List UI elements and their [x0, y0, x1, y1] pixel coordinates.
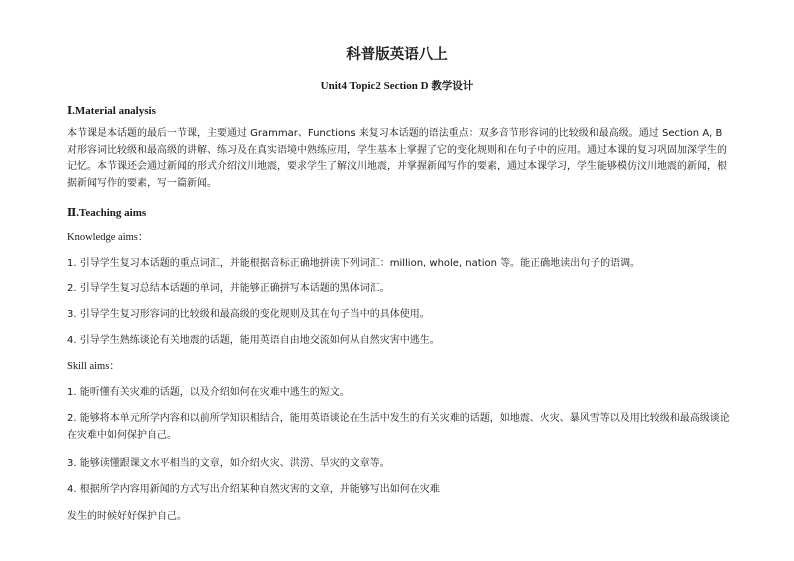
document-subtitle	[0, 78, 794, 94]
subtitle-chinese: 教学设计	[431, 80, 474, 92]
skill-aim-item: 2. 能够将本单元所学内容和以前所学知识相结合，能用英语谈论在生活中发生的有关灾难的话题，如地震、火灾、暴风雪等以及用比较级和最高级谈论在灾难中如何保护自己。	[67, 413, 730, 441]
document-title: 科普版英语八上	[346, 47, 448, 63]
material-analysis-paragraph: 本节课是本话题的最后一节课，主要通过 Grammar、Functions 来复习本话题的语法重点：双多音节形容词的比较级和最高级。通过 Section A, B 对形容词比较级和最高级的讲解、练习及在真实语境中熟练应用，学生基本上掌握了它的变化规则和在句子中的应用。通过本课的复习巩固加深学生的记忆。本节课还会通过新闻的形式介绍汶川地震，要求学生了解汶川地震，并掌握新闻写作的要素，通过本课学习，学生能够模仿汶川地震的新闻，根据新闻写作的要素，写一篇新闻。	[67, 128, 727, 189]
skill-aim-item: 3. 能够读懂跟课文水平相当的文章，如介绍火灾、洪涝、旱灾的文章等。	[67, 458, 390, 469]
section-heading-material-analysis: Ⅰ.Material analysis	[67, 105, 156, 117]
knowledge-aim-item: 2. 引导学生复习总结本话题的单词，并能够正确拼写本话题的黑体词汇。	[67, 283, 390, 294]
skill-aim-item: 1. 能听懂有关灾难的话题，以及介绍如何在灾难中逃生的短文。	[67, 387, 350, 398]
knowledge-aim-item: 4. 引导学生熟练谈论有关地震的话题，能用英语自由地交流如何从自然灾害中逃生。	[67, 335, 440, 346]
subtitle-english: Unit4 Topic2 Section D	[320, 80, 429, 92]
knowledge-aim-item: 3. 引导学生复习形容词的比较级和最高级的变化规则及其在句子当中的具体使用。	[67, 309, 430, 320]
knowledge-aim-item: 1. 引导学生复习本话题的重点词汇，并能根据音标正确地拼读下列词汇：million, whole, nation 等。能正确地读出句子的语调。	[67, 258, 641, 269]
skill-aim-continuation: 发生的时候好好保护自己。	[67, 511, 187, 522]
section-heading-teaching-aims: Ⅱ.Teaching aims	[67, 207, 147, 219]
knowledge-aims-label: Knowledge aims：	[67, 232, 149, 243]
skill-aim-item: 4. 根据所学内容用新闻的方式写出介绍某种自然灾害的文章，并能够写出如何在灾难	[67, 484, 440, 495]
skill-aims-label: Skill aims：	[67, 361, 120, 372]
